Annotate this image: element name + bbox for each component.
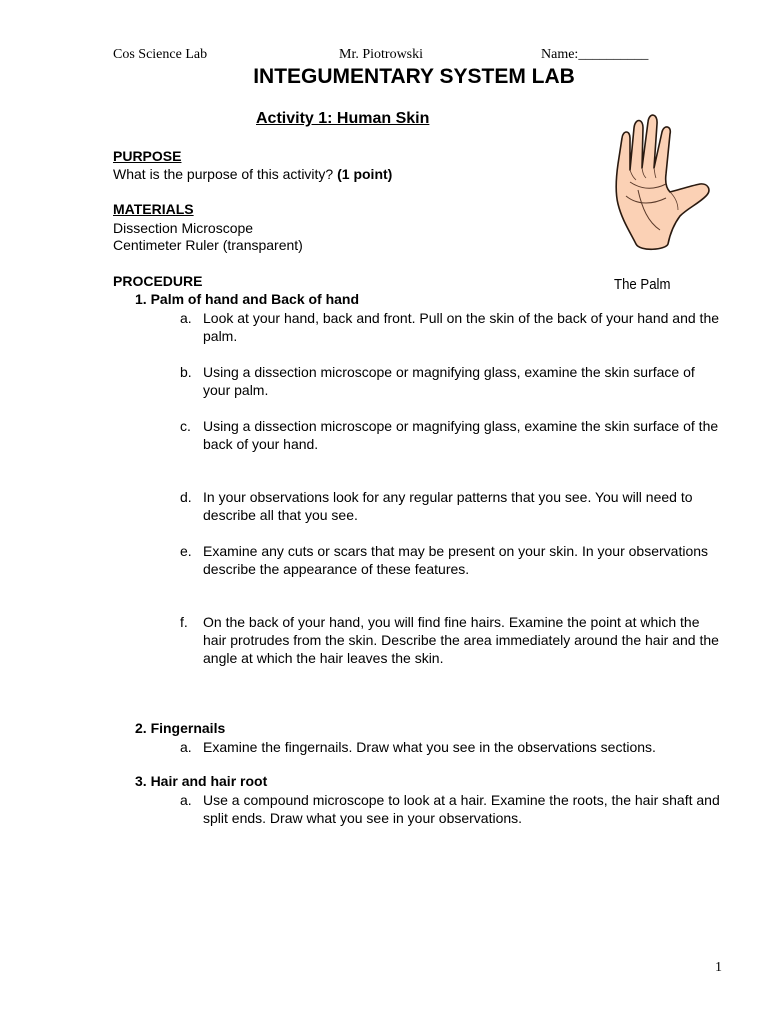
purpose-question <box>113 166 392 182</box>
material-item: Centimeter Ruler (transparent) <box>113 237 303 253</box>
procedure-step-1: 1. Palm of hand and Back of hand <box>135 291 360 307</box>
substep-text: On the back of your hand, you will find fine hairs. Examine the point at which the hair protrudes from the skin. Describe the area immediately around the hair and the angle at which the hair leaves the skin. <box>203 614 719 666</box>
substep-text: In your observations look for any regular patterns that you see. You will need to describe all that you see. <box>203 489 693 523</box>
substep-text: Using a dissection microscope or magnifying glass, examine the skin surface of your palm. <box>203 364 695 398</box>
image-caption: The Palm <box>614 276 671 293</box>
student-name-field: Name:__________ <box>541 47 649 62</box>
purpose-question-text: What is the purpose of this activity? <box>113 166 334 182</box>
substep-text: Using a dissection microscope or magnifying glass, examine the skin surface of the back of your hand. <box>203 418 719 452</box>
material-item: Dissection Microscope <box>113 220 254 236</box>
substep-text: Examine any cuts or scars that may be present on your skin. In your observations describe the appearance of these features. <box>203 543 709 577</box>
hand-palm-illustration <box>608 112 718 254</box>
substep-text: Look at your hand, back and front. Pull on the skin of the back of your hand and the palm. <box>203 310 720 344</box>
substep-letter: a. <box>180 739 192 755</box>
procedure-heading: PROCEDURE <box>113 273 203 289</box>
substep-letter: b. <box>180 364 192 380</box>
substep-text: Examine the fingernails. Draw what you see in the observations sections. <box>203 739 656 755</box>
substep-letter: f. <box>180 614 188 630</box>
purpose-heading: PURPOSE <box>113 148 182 164</box>
substep-letter: e. <box>180 543 192 559</box>
substep-text: Use a compound microscope to look at a hair. Examine the roots, the hair shaft and split ends. Draw what you see in your observations. <box>203 792 720 826</box>
purpose-points: (1 point) <box>337 166 393 182</box>
substep-letter: a. <box>180 310 192 326</box>
teacher-name: Mr. Piotrowski <box>339 47 424 62</box>
substep-letter: a. <box>180 792 192 808</box>
course-name: Cos Science Lab <box>113 47 208 62</box>
procedure-step-3: 3. Hair and hair root <box>135 773 268 789</box>
page-number: 1 <box>715 960 722 975</box>
substep-letter: d. <box>180 489 192 505</box>
page-title: INTEGUMENTARY SYSTEM LAB <box>253 65 575 88</box>
substep-letter: c. <box>180 418 191 434</box>
activity-title: Activity 1: Human Skin <box>256 110 430 127</box>
materials-heading: MATERIALS <box>113 201 194 217</box>
procedure-step-2: 2. Fingernails <box>135 720 226 736</box>
